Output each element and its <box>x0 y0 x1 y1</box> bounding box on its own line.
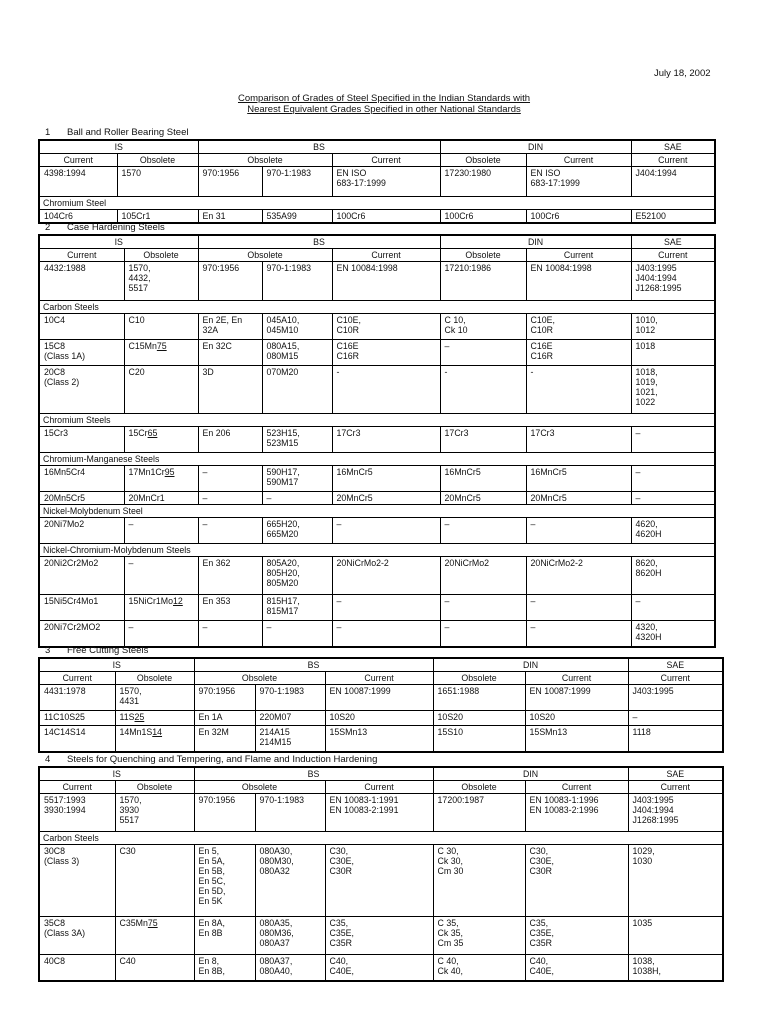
table-row <box>39 492 715 505</box>
cell: – <box>262 621 332 647</box>
header-current: Current <box>631 249 715 262</box>
cell: 080A35, 080M36, 080A37 <box>255 917 325 955</box>
cell <box>115 917 194 955</box>
section-title: Free Cutting Steels <box>67 645 149 656</box>
table-row <box>39 340 715 366</box>
cell: – <box>198 466 262 492</box>
header-sae: SAE <box>631 235 715 249</box>
header-bs: BS <box>194 767 433 781</box>
header-is: IS <box>39 140 198 154</box>
table-row <box>39 366 715 414</box>
document-date: July 18, 2002 <box>654 68 711 79</box>
cell-text: 15NiCr1Mo <box>128 596 173 606</box>
cell: 10S20 <box>433 711 525 726</box>
section-number: 2 <box>45 222 51 233</box>
cell: EN 10087:1999 <box>525 685 628 711</box>
cell: 535A99 <box>262 210 332 224</box>
cell: C10E, C10R <box>332 314 440 340</box>
cell: C30, C30E, C30R <box>525 845 628 917</box>
header-current: Current <box>39 154 117 167</box>
cell: C 10, Ck 10 <box>440 314 526 340</box>
title-line-1: Comparison of Grades of Steel Specified in the Indian Standards with <box>237 93 531 104</box>
cell: 970-1:1983 <box>262 167 332 197</box>
cell: 16MnCr5 <box>526 466 631 492</box>
cell: EN 10084:1998 <box>526 262 631 301</box>
cell: 970:1956 <box>198 262 262 301</box>
header-current: Current <box>39 249 124 262</box>
cell: 17210:1986 <box>440 262 526 301</box>
cell-text-underlined: 14 <box>152 727 163 737</box>
cell: 10C4 <box>39 314 124 340</box>
header-current: Current <box>525 781 628 794</box>
cell: C35, C35E, C35R <box>525 917 628 955</box>
group-label: Chromium Steel <box>39 197 715 210</box>
cell: – <box>124 621 198 647</box>
cell: 1018, 1019, 1021, 1022 <box>631 366 715 414</box>
cell: - <box>440 366 526 414</box>
header-obsolete: Obsolete <box>440 249 526 262</box>
table-quenching-tempering <box>38 766 724 982</box>
header-obsolete: Obsolete <box>198 249 332 262</box>
cell: 805A20, 805H20, 805M20 <box>262 557 332 595</box>
table-row <box>39 845 723 917</box>
cell: C16E C16R <box>526 340 631 366</box>
cell: 220M07 <box>255 711 325 726</box>
cell: C 30, Ck 30, Cm 30 <box>433 845 525 917</box>
group-label: Carbon Steels <box>39 832 723 845</box>
cell: 17Cr3 <box>440 427 526 453</box>
group-row <box>39 505 715 518</box>
header-obsolete: Obsolete <box>115 672 194 685</box>
section-heading-2 <box>45 222 165 233</box>
cell: 3D <box>198 366 262 414</box>
group-label: Nickel-Chromium-Molybdenum Steels <box>39 544 715 557</box>
cell: C 35, Ck 35, Cm 35 <box>433 917 525 955</box>
cell: 20Mn5Cr5 <box>39 492 124 505</box>
group-row <box>39 832 723 845</box>
cell: En 32C <box>198 340 262 366</box>
cell: EN ISO 683-17:1999 <box>526 167 631 197</box>
cell: – <box>124 518 198 544</box>
document-title <box>0 93 768 115</box>
section-heading-3 <box>45 645 148 656</box>
cell: – <box>631 466 715 492</box>
title-line-2: Nearest Equivalent Grades Specified in other National Standards <box>247 104 521 115</box>
cell: 070M20 <box>262 366 332 414</box>
cell <box>115 726 194 752</box>
table-bearing-steel <box>38 139 716 224</box>
cell: En 353 <box>198 595 262 621</box>
section-title: Ball and Roller Bearing Steel <box>67 127 189 138</box>
header-current: Current <box>332 154 440 167</box>
header-obsolete: Obsolete <box>433 672 525 685</box>
cell: – <box>526 518 631 544</box>
header-bs: BS <box>198 140 440 154</box>
cell: – <box>631 595 715 621</box>
cell: En 8, En 8B, <box>194 955 255 981</box>
table-row <box>39 955 723 981</box>
cell: 970:1956 <box>198 167 262 197</box>
cell: C40, C40E, <box>325 955 433 981</box>
cell: 10S20 <box>325 711 433 726</box>
cell: 1570 <box>117 167 198 197</box>
header-bs: BS <box>194 658 433 672</box>
cell: 1010, 1012 <box>631 314 715 340</box>
cell: 045A10, 045M10 <box>262 314 332 340</box>
cell: 105Cr1 <box>117 210 198 224</box>
section-title: Steels for Quenching and Tempering, and Flame and Induction Hardening <box>67 754 378 765</box>
cell: – <box>332 595 440 621</box>
cell: 1570, 3930 5517 <box>115 794 194 832</box>
cell <box>124 595 198 621</box>
cell: – <box>526 595 631 621</box>
cell: C35, C35E, C35R <box>325 917 433 955</box>
header-obsolete: Obsolete <box>124 249 198 262</box>
cell: 4620, 4620H <box>631 518 715 544</box>
cell: 15SMn13 <box>525 726 628 752</box>
header-current: Current <box>525 672 628 685</box>
cell-text: C35Mn <box>119 918 148 928</box>
cell: 1029, 1030 <box>628 845 723 917</box>
cell: 17Cr3 <box>332 427 440 453</box>
group-row <box>39 197 715 210</box>
cell: 214A15 214M15 <box>255 726 325 752</box>
cell: C30 <box>115 845 194 917</box>
header-current: Current <box>628 781 723 794</box>
table-row <box>39 711 723 726</box>
cell: 11C10S25 <box>39 711 115 726</box>
table-row <box>39 210 715 224</box>
section-number: 3 <box>45 645 51 656</box>
cell: 20Ni7Cr2MO2 <box>39 621 124 647</box>
cell: – <box>628 711 723 726</box>
cell: 970-1:1983 <box>255 794 325 832</box>
cell: En 8A, En 8B <box>194 917 255 955</box>
cell: 1651:1988 <box>433 685 525 711</box>
group-label: Chromium-Manganese Steels <box>39 453 715 466</box>
header-current: Current <box>631 154 715 167</box>
cell: 665H20, 665M20 <box>262 518 332 544</box>
cell: 1570, 4432, 5517 <box>124 262 198 301</box>
header-sae: SAE <box>628 658 723 672</box>
cell: EN ISO 683-17:1999 <box>332 167 440 197</box>
table-row <box>39 917 723 955</box>
header-current: Current <box>628 672 723 685</box>
header-obsolete: Obsolete <box>117 154 198 167</box>
cell: – <box>198 518 262 544</box>
cell: 4320, 4320H <box>631 621 715 647</box>
cell: C10E, C10R <box>526 314 631 340</box>
section-number: 1 <box>45 127 51 138</box>
table-free-cutting <box>38 657 724 753</box>
table-row <box>39 518 715 544</box>
cell: C30, C30E, C30R <box>325 845 433 917</box>
header-is: IS <box>39 658 194 672</box>
header-obsolete: Obsolete <box>440 154 526 167</box>
cell: – <box>198 492 262 505</box>
cell: 35C8 (Class 3A) <box>39 917 115 955</box>
header-sae: SAE <box>628 767 723 781</box>
cell: 16Mn5Cr4 <box>39 466 124 492</box>
cell: J404:1994 <box>631 167 715 197</box>
header-sae: SAE <box>631 140 715 154</box>
cell: 970:1956 <box>194 794 255 832</box>
cell: – <box>440 621 526 647</box>
header-obsolete: Obsolete <box>433 781 525 794</box>
group-label: Carbon Steels <box>39 301 715 314</box>
table-case-hardening <box>38 234 716 648</box>
cell: En 206 <box>198 427 262 453</box>
cell: En 2E, En 32A <box>198 314 262 340</box>
cell: 1038, 1038H, <box>628 955 723 981</box>
cell: 20NiCrMo2-2 <box>526 557 631 595</box>
cell-text: 17Mn1Cr <box>128 467 165 477</box>
cell <box>124 466 198 492</box>
cell: 40C8 <box>39 955 115 981</box>
cell: En 31 <box>198 210 262 224</box>
cell: 815H17, 815M17 <box>262 595 332 621</box>
cell: En 362 <box>198 557 262 595</box>
header-bs: BS <box>198 235 440 249</box>
header-obsolete: Obsolete <box>194 781 325 794</box>
cell: – <box>631 427 715 453</box>
cell: 1570, 4431 <box>115 685 194 711</box>
cell: EN 10087:1999 <box>325 685 433 711</box>
header-obsolete: Obsolete <box>198 154 332 167</box>
cell: 590H17, 590M17 <box>262 466 332 492</box>
cell: – <box>262 492 332 505</box>
cell: 1018 <box>631 340 715 366</box>
cell: 1118 <box>628 726 723 752</box>
cell: 20MnCr5 <box>440 492 526 505</box>
cell: – <box>440 595 526 621</box>
cell: – <box>526 621 631 647</box>
cell: – <box>631 492 715 505</box>
cell: 15SMn13 <box>325 726 433 752</box>
cell: 100Cr6 <box>440 210 526 224</box>
table-row <box>39 427 715 453</box>
cell: J403:1995 J404:1994 J1268:1995 <box>628 794 723 832</box>
header-din: DIN <box>440 235 631 249</box>
cell: EN 10083-1:1991 EN 10083-2:1991 <box>325 794 433 832</box>
cell: – <box>440 518 526 544</box>
cell: 20Ni7Mo2 <box>39 518 124 544</box>
cell: 970-1:1983 <box>262 262 332 301</box>
cell: J403:1995 J404:1994 J1268:1995 <box>631 262 715 301</box>
cell: 15Ni5Cr4Mo1 <box>39 595 124 621</box>
cell <box>124 340 198 366</box>
cell: C16E C16R <box>332 340 440 366</box>
cell: 5517:1993 3930:1994 <box>39 794 115 832</box>
cell: 15C8 (Class 1A) <box>39 340 124 366</box>
cell: 15S10 <box>433 726 525 752</box>
section-heading-1 <box>45 127 188 138</box>
cell: 080A15, 080M15 <box>262 340 332 366</box>
cell: 17Cr3 <box>526 427 631 453</box>
table-row <box>39 262 715 301</box>
cell-text-underlined: 75 <box>147 918 158 928</box>
cell: 17200:1987 <box>433 794 525 832</box>
cell <box>115 711 194 726</box>
cell-text-underlined: 95 <box>164 467 175 477</box>
header-current: Current <box>332 249 440 262</box>
cell: – <box>332 518 440 544</box>
section-heading-4 <box>45 754 377 765</box>
cell: 970-1:1983 <box>255 685 325 711</box>
cell: 16MnCr5 <box>440 466 526 492</box>
header-is: IS <box>39 235 198 249</box>
header-current: Current <box>39 672 115 685</box>
section-title: Case Hardening Steels <box>67 222 165 233</box>
cell: 8620, 8620H <box>631 557 715 595</box>
cell: 15Cr3 <box>39 427 124 453</box>
cell <box>124 427 198 453</box>
header-obsolete: Obsolete <box>115 781 194 794</box>
cell-text-underlined: 75 <box>156 341 167 351</box>
cell: 20Ni2Cr2Mo2 <box>39 557 124 595</box>
table-row <box>39 167 715 197</box>
cell: 1035 <box>628 917 723 955</box>
cell: En 32M <box>194 726 255 752</box>
table-row <box>39 314 715 340</box>
cell-text: 15Cr <box>128 428 148 438</box>
header-is: IS <box>39 767 194 781</box>
cell: 523H15, 523M15 <box>262 427 332 453</box>
group-row <box>39 453 715 466</box>
cell: 4431:1978 <box>39 685 115 711</box>
cell: C40 <box>115 955 194 981</box>
group-row <box>39 414 715 427</box>
cell: EN 10084:1998 <box>332 262 440 301</box>
table-row <box>39 466 715 492</box>
group-label: Chromium Steels <box>39 414 715 427</box>
cell: 16MnCr5 <box>332 466 440 492</box>
cell: E52100 <box>631 210 715 224</box>
cell: 17230:1980 <box>440 167 526 197</box>
cell-text: C15Mn <box>128 341 157 351</box>
cell: 080A37, 080A40, <box>255 955 325 981</box>
header-din: DIN <box>433 767 628 781</box>
cell: - <box>332 366 440 414</box>
header-current: Current <box>526 249 631 262</box>
table-row <box>39 685 723 711</box>
cell: C40, C40E, <box>525 955 628 981</box>
cell: 30C8 (Class 3) <box>39 845 115 917</box>
cell: - <box>526 366 631 414</box>
table-row <box>39 794 723 832</box>
cell: 20MnCr1 <box>124 492 198 505</box>
cell: 104Cr6 <box>39 210 117 224</box>
cell: – <box>198 621 262 647</box>
group-label: Nickel-Molybdenum Steel <box>39 505 715 518</box>
cell: 100Cr6 <box>332 210 440 224</box>
cell-text-underlined: 25 <box>134 712 145 722</box>
cell: C20 <box>124 366 198 414</box>
cell: En 1A <box>194 711 255 726</box>
cell-text: 14Mn1S <box>119 727 153 737</box>
cell: En 5, En 5A, En 5B, En 5C, En 5D, En 5K <box>194 845 255 917</box>
group-row <box>39 544 715 557</box>
table-row <box>39 621 715 647</box>
cell: 4432:1988 <box>39 262 124 301</box>
cell: C10 <box>124 314 198 340</box>
table-row <box>39 595 715 621</box>
cell: 080A30, 080M30, 080A32 <box>255 845 325 917</box>
header-din: DIN <box>440 140 631 154</box>
header-current: Current <box>325 781 433 794</box>
group-row <box>39 301 715 314</box>
cell-text-underlined: 12 <box>173 596 183 606</box>
cell: J403:1995 <box>628 685 723 711</box>
cell: 100Cr6 <box>526 210 631 224</box>
table-row <box>39 557 715 595</box>
header-din: DIN <box>433 658 628 672</box>
cell: – <box>124 557 198 595</box>
cell: 20C8 (Class 2) <box>39 366 124 414</box>
header-current: Current <box>325 672 433 685</box>
cell: 20MnCr5 <box>332 492 440 505</box>
cell: 20NiCrMo2-2 <box>332 557 440 595</box>
cell: 14C14S14 <box>39 726 115 752</box>
cell: 970:1956 <box>194 685 255 711</box>
cell: – <box>332 621 440 647</box>
cell: 20NiCrMo2 <box>440 557 526 595</box>
cell-text-underlined: 65 <box>147 428 158 438</box>
cell: – <box>440 340 526 366</box>
cell: EN 10083-1:1996 EN 10083-2:1996 <box>525 794 628 832</box>
cell: C 40, Ck 40, <box>433 955 525 981</box>
table-row <box>39 726 723 752</box>
header-obsolete: Obsolete <box>194 672 325 685</box>
header-current: Current <box>526 154 631 167</box>
cell-text: 11S <box>119 712 135 722</box>
cell: 20MnCr5 <box>526 492 631 505</box>
header-current: Current <box>39 781 115 794</box>
section-number: 4 <box>45 754 51 765</box>
cell: 4398:1994 <box>39 167 117 197</box>
cell: 10S20 <box>525 711 628 726</box>
